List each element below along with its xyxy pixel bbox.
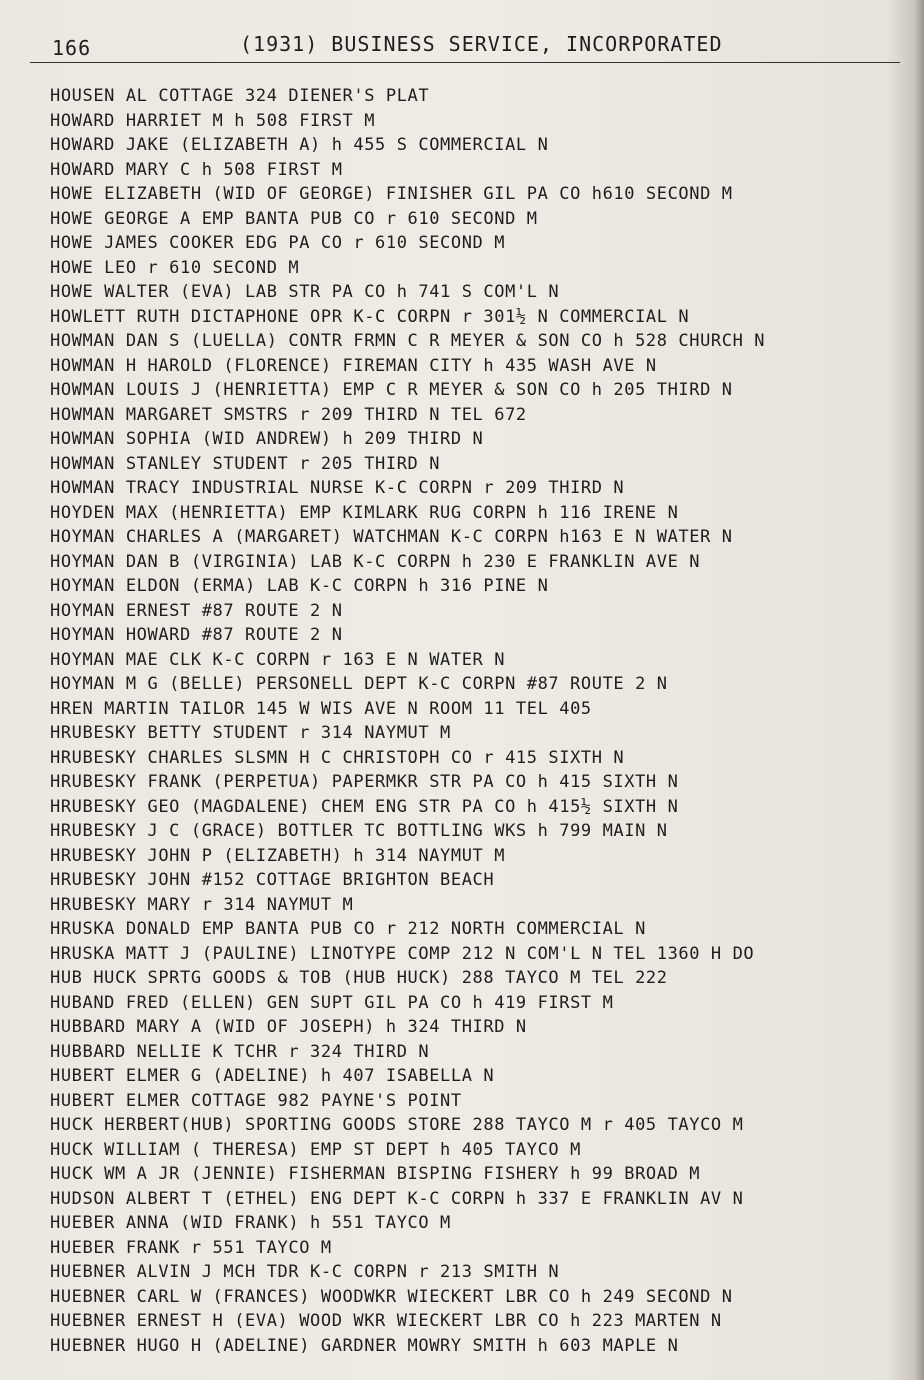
directory-entry: HOYMAN CHARLES A (MARGARET) WATCHMAN K-C CORPN h163 E N WATER N bbox=[50, 527, 733, 547]
directory-entry: HRUBESKY JOHN #152 COTTAGE BRIGHTON BEACH bbox=[50, 870, 495, 890]
directory-entry: HOYMAN DAN B (VIRGINIA) LAB K-C CORPN h 230 E FRANKLIN AVE N bbox=[50, 551, 701, 572]
directory-entry: HOWMAN MARGARET SMSTRS r 209 THIRD N TEL 672 bbox=[50, 404, 527, 425]
directory-entry: HOYMAN ERNEST #87 ROUTE 2 N bbox=[50, 600, 343, 621]
page-number: 166 bbox=[52, 36, 92, 60]
directory-entry: HUCK HERBERT(HUB) SPORTING GOODS STORE 288 TAYCO M r 405 TAYCO M bbox=[50, 1115, 744, 1135]
directory-entry: HOWMAN H HAROLD (FLORENCE) FIREMAN CITY h 435 WASH AVE N bbox=[50, 355, 657, 376]
directory-entry: HOWE JAMES COOKER EDG PA CO r 610 SECOND M bbox=[50, 233, 506, 253]
directory-entry: HUEBER ANNA (WID FRANK) h 551 TAYCO M bbox=[50, 1213, 451, 1233]
directory-entry: HOWE WALTER (EVA) LAB STR PA CO h 741 S COM'L N bbox=[50, 282, 560, 302]
directory-entry: HUBBARD NELLIE K TCHR r 324 THIRD N bbox=[50, 1041, 430, 1062]
directory-entry: HOYDEN MAX (HENRIETTA) EMP KIMLARK RUG CORPN h 116 IRENE N bbox=[50, 502, 679, 523]
directory-entry: HOWMAN DAN S (LUELLA) CONTR FRMN C R MEYER & SON CO h 528 CHURCH N bbox=[50, 331, 766, 351]
directory-entry: HREN MARTIN TAILOR 145 W WIS AVE N ROOM 11 TEL 405 bbox=[50, 698, 592, 719]
directory-entry: HOWARD JAKE (ELIZABETH A) h 455 S COMMERCIAL N bbox=[50, 135, 549, 155]
directory-entry: HUEBNER CARL W (FRANCES) WOODWKR WIECKERT LBR CO h 249 SECOND N bbox=[50, 1286, 733, 1307]
directory-entry: HRUBESKY JOHN P (ELIZABETH) h 314 NAYMUT M bbox=[50, 845, 506, 866]
directory-entry: HOWE GEORGE A EMP BANTA PUB CO r 610 SECOND M bbox=[50, 208, 538, 229]
directory-entry: HUEBNER HUGO H (ADELINE) GARDNER MOWRY SMITH h 603 MAPLE N bbox=[50, 1335, 679, 1356]
directory-entry: HUEBER FRANK r 551 TAYCO M bbox=[50, 1237, 332, 1258]
directory-entry: HUBERT ELMER G (ADELINE) h 407 ISABELLA N bbox=[50, 1066, 495, 1086]
directory-entry: HRUSKA DONALD EMP BANTA PUB CO r 212 NORTH COMMERCIAL N bbox=[50, 919, 646, 939]
directory-entry: HUCK WILLIAM ( THERESA) EMP ST DEPT h 405 TAYCO M bbox=[50, 1139, 581, 1160]
directory-entry: HRUBESKY J C (GRACE) BOTTLER TC BOTTLING WKS h 799 MAIN N bbox=[50, 821, 668, 841]
directory-entry: HOWARD MARY C h 508 FIRST M bbox=[50, 159, 343, 180]
directory-entry: HOYMAN HOWARD #87 ROUTE 2 N bbox=[50, 625, 343, 645]
directory-entry: HRUBESKY BETTY STUDENT r 314 NAYMUT M bbox=[50, 723, 451, 743]
directory-entry: HOYMAN M G (BELLE) PERSONELL DEPT K-C CORPN #87 ROUTE 2 N bbox=[50, 674, 668, 694]
directory-entry: HOWARD HARRIET M h 508 FIRST M bbox=[50, 110, 376, 131]
directory-entry: HOWLETT RUTH DICTAPHONE OPR K-C CORPN r 301½ N COMMERCIAL N bbox=[50, 306, 690, 327]
directory-entry: HRUBESKY MARY r 314 NAYMUT M bbox=[50, 894, 354, 915]
directory-entry: HUEBNER ALVIN J MCH TDR K-C CORPN r 213 SMITH N bbox=[50, 1262, 560, 1282]
directory-entry: HOWMAN TRACY INDUSTRIAL NURSE K-C CORPN r 209 THIRD N bbox=[50, 478, 625, 498]
directory-entry: HUBAND FRED (ELLEN) GEN SUPT GIL PA CO h 419 FIRST M bbox=[50, 992, 614, 1013]
directory-entry: HRUSKA MATT J (PAULINE) LINOTYPE COMP 212 N COM'L N TEL 1360 H DO bbox=[50, 943, 755, 964]
directory-entry: HRUBESKY GEO (MAGDALENE) CHEM ENG STR PA CO h 415½ SIXTH N bbox=[50, 796, 679, 817]
directory-listing bbox=[50, 84, 916, 1358]
header-rule bbox=[30, 62, 900, 63]
directory-entry: HOUSEN AL COTTAGE 324 DIENER'S PLAT bbox=[50, 86, 430, 106]
directory-entry: HRUBESKY CHARLES SLSMN H C CHRISTOPH CO r 415 SIXTH N bbox=[50, 747, 625, 768]
directory-entry: HUCK WM A JR (JENNIE) FISHERMAN BISPING FISHERY h 99 BROAD M bbox=[50, 1164, 701, 1184]
directory-entry: HOWMAN LOUIS J (HENRIETTA) EMP C R MEYER & SON CO h 205 THIRD N bbox=[50, 380, 733, 400]
directory-entry: HOWE ELIZABETH (WID OF GEORGE) FINISHER GIL PA CO h610 SECOND M bbox=[50, 184, 733, 204]
directory-entry: HOWMAN STANLEY STUDENT r 205 THIRD N bbox=[50, 453, 441, 474]
directory-entry: HUBERT ELMER COTTAGE 982 PAYNE'S POINT bbox=[50, 1090, 462, 1111]
page-header bbox=[44, 30, 904, 60]
running-head: (1931) BUSINESS SERVICE, INCORPORATED bbox=[240, 32, 723, 56]
directory-entry: HUDSON ALBERT T (ETHEL) ENG DEPT K-C CORPN h 337 E FRANKLIN AV N bbox=[50, 1188, 744, 1209]
directory-entry: HOYMAN ELDON (ERMA) LAB K-C CORPN h 316 PINE N bbox=[50, 576, 549, 596]
directory-entry: HUBBARD MARY A (WID OF JOSEPH) h 324 THIRD N bbox=[50, 1017, 527, 1037]
directory-entry: HUEBNER ERNEST H (EVA) WOOD WKR WIECKERT LBR CO h 223 MARTEN N bbox=[50, 1311, 722, 1331]
directory-entry: HOWE LEO r 610 SECOND M bbox=[50, 257, 300, 278]
directory-entry: HOYMAN MAE CLK K-C CORPN r 163 E N WATER N bbox=[50, 649, 506, 670]
directory-entry: HRUBESKY FRANK (PERPETUA) PAPERMKR STR PA CO h 415 SIXTH N bbox=[50, 772, 679, 792]
directory-entry: HOWMAN SOPHIA (WID ANDREW) h 209 THIRD N bbox=[50, 429, 484, 449]
directory-entry: HUB HUCK SPRTG GOODS & TOB (HUB HUCK) 288 TAYCO M TEL 222 bbox=[50, 968, 668, 988]
